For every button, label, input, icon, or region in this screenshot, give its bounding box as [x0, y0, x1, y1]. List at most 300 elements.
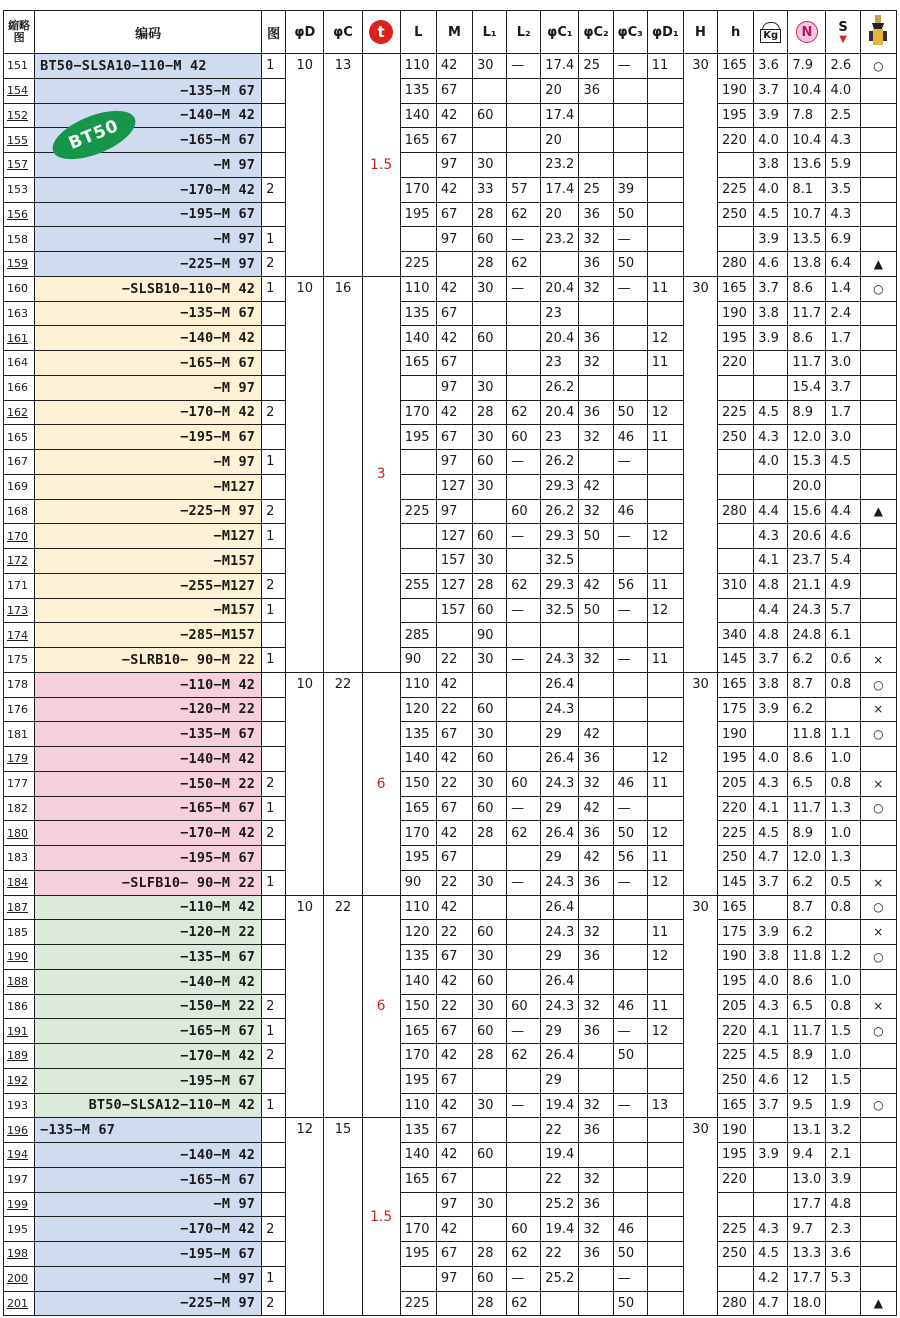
header-code: 编码 — [35, 11, 262, 54]
M-value: 67 — [436, 796, 472, 821]
C3-value — [613, 375, 647, 400]
row-index-label: 198 — [7, 1247, 28, 1261]
table-row — [4, 672, 897, 697]
N-value: 18.0 — [788, 1291, 826, 1316]
spec-table — [3, 10, 897, 1316]
L-value — [400, 549, 436, 574]
C3-value: — — [613, 276, 647, 301]
h-value — [718, 227, 754, 252]
M-value: 22 — [436, 870, 472, 895]
row-index — [4, 1068, 35, 1093]
L1-value: 30 — [473, 994, 507, 1019]
L2-value: — — [507, 1266, 541, 1291]
product-code: −195−M 67 — [35, 1242, 262, 1267]
product-code: −M127 — [35, 474, 262, 499]
availability-symbol — [860, 969, 896, 994]
C1-value: 22 — [541, 1118, 579, 1143]
L2-value — [507, 895, 541, 920]
availability-symbol: × — [860, 771, 896, 796]
D1-value: 12 — [647, 400, 683, 425]
M-value: 97 — [436, 450, 472, 475]
S-value: 1.5 — [826, 1068, 860, 1093]
h-value — [718, 549, 754, 574]
C2-value: 42 — [579, 796, 613, 821]
C3-value — [613, 1167, 647, 1192]
availability-symbol: ○ — [860, 672, 896, 697]
phiC-value: 16 — [324, 276, 362, 672]
header-t — [362, 11, 400, 54]
L2-value — [507, 623, 541, 648]
availability-symbol — [860, 1192, 896, 1217]
figure-number — [262, 375, 286, 400]
header-C2: φC₂ — [579, 11, 613, 54]
row-index — [4, 301, 35, 326]
L-value — [400, 474, 436, 499]
L1-value: 30 — [473, 1093, 507, 1118]
product-code: −M 97 — [35, 450, 262, 475]
row-index-label: 163 — [7, 306, 28, 320]
availability-symbol: ○ — [860, 796, 896, 821]
S-value: 5.3 — [826, 1266, 860, 1291]
N-value: 13.5 — [788, 227, 826, 252]
h-value: 250 — [718, 846, 754, 871]
row-index — [4, 920, 35, 945]
L2-value: — — [507, 1019, 541, 1044]
C3-value — [613, 945, 647, 970]
C1-value: 29 — [541, 722, 579, 747]
C1-value: 23 — [541, 301, 579, 326]
row-index — [4, 128, 35, 153]
N-value: 8.9 — [788, 1044, 826, 1069]
weight-value: 3.9 — [754, 326, 788, 351]
h-value: 280 — [718, 1291, 754, 1316]
table-row — [4, 623, 897, 648]
N-value: 8.7 — [788, 895, 826, 920]
row-index — [4, 648, 35, 673]
M-value: 67 — [436, 202, 472, 227]
h-value: 220 — [718, 351, 754, 376]
S-value: 2.3 — [826, 1217, 860, 1242]
C1-value: 20 — [541, 128, 579, 153]
S-value: 3.6 — [826, 1242, 860, 1267]
row-index-label: 169 — [7, 480, 28, 494]
h-value: 165 — [718, 276, 754, 301]
L-value: 135 — [400, 78, 436, 103]
S-value: 3.2 — [826, 1118, 860, 1143]
N-value: 13.6 — [788, 153, 826, 178]
C2-value: 36 — [579, 945, 613, 970]
S-value: 1.0 — [826, 747, 860, 772]
C3-value: — — [613, 870, 647, 895]
availability-symbol — [860, 78, 896, 103]
C3-value: 50 — [613, 1291, 647, 1316]
t-value: 1.5 — [362, 54, 400, 277]
figure-number — [262, 103, 286, 128]
figure-number: 1 — [262, 796, 286, 821]
table-row — [4, 524, 897, 549]
product-code: −SLSB10−110−M 42 — [35, 276, 262, 301]
S-value: 2.5 — [826, 103, 860, 128]
C2-value: 32 — [579, 499, 613, 524]
L1-value: 60 — [473, 747, 507, 772]
M-value: 42 — [436, 1143, 472, 1168]
L2-value — [507, 945, 541, 970]
table-row — [4, 1019, 897, 1044]
L1-value: 60 — [473, 1143, 507, 1168]
row-index-label: 155 — [7, 133, 28, 147]
table-row — [4, 450, 897, 475]
S-value: 6.1 — [826, 623, 860, 648]
row-index — [4, 351, 35, 376]
L1-value — [473, 351, 507, 376]
phiC-value: 22 — [324, 895, 362, 1118]
availability-symbol — [860, 128, 896, 153]
row-index — [4, 227, 35, 252]
D1-value — [647, 450, 683, 475]
L1-value: 28 — [473, 202, 507, 227]
row-index — [4, 697, 35, 722]
table-row — [4, 54, 897, 79]
row-index — [4, 796, 35, 821]
figure-number — [262, 623, 286, 648]
availability-symbol: ○ — [860, 54, 896, 79]
header-N — [788, 11, 826, 54]
header-L2: L₂ — [507, 11, 541, 54]
C3-value — [613, 153, 647, 178]
availability-symbol — [860, 425, 896, 450]
table-row — [4, 103, 897, 128]
S-value: 0.8 — [826, 771, 860, 796]
table-row — [4, 573, 897, 598]
C3-value: 50 — [613, 1242, 647, 1267]
L1-value: 28 — [473, 1291, 507, 1316]
C2-value — [579, 1291, 613, 1316]
row-index-label: 182 — [7, 801, 28, 815]
phiD-value: 10 — [286, 276, 324, 672]
availability-symbol: × — [860, 920, 896, 945]
h-value — [718, 1266, 754, 1291]
S-value: 1.0 — [826, 1044, 860, 1069]
L2-value: — — [507, 524, 541, 549]
L-value: 140 — [400, 1143, 436, 1168]
weight-value: 4.1 — [754, 549, 788, 574]
D1-value — [647, 227, 683, 252]
L1-value: 60 — [473, 796, 507, 821]
weight-value: 4.7 — [754, 846, 788, 871]
M-value: 67 — [436, 128, 472, 153]
C1-value: 29 — [541, 1068, 579, 1093]
D1-value — [647, 177, 683, 202]
figure-number: 2 — [262, 400, 286, 425]
weight-value: 4.3 — [754, 1217, 788, 1242]
figure-number — [262, 895, 286, 920]
product-code: −135−M 67 — [35, 78, 262, 103]
S-value — [826, 1291, 860, 1316]
C1-value: 29.3 — [541, 474, 579, 499]
C3-value: 46 — [613, 1217, 647, 1242]
weight-value: 3.7 — [754, 870, 788, 895]
D1-value — [647, 623, 683, 648]
L2-value: 60 — [507, 425, 541, 450]
M-value: 22 — [436, 771, 472, 796]
table-row — [4, 821, 897, 846]
weight-value: 3.6 — [754, 54, 788, 79]
S-value: 4.6 — [826, 524, 860, 549]
table-row — [4, 1167, 897, 1192]
D1-value: 11 — [647, 994, 683, 1019]
M-value: 22 — [436, 648, 472, 673]
figure-number — [262, 722, 286, 747]
row-index — [4, 1118, 35, 1143]
figure-number — [262, 153, 286, 178]
C2-value: 32 — [579, 1167, 613, 1192]
availability-symbol: ○ — [860, 945, 896, 970]
row-index — [4, 870, 35, 895]
row-index-label: 159 — [7, 257, 28, 271]
L1-value: 30 — [473, 375, 507, 400]
D1-value: 12 — [647, 747, 683, 772]
figure-number: 1 — [262, 1266, 286, 1291]
L-value: 225 — [400, 499, 436, 524]
S-value: 0.8 — [826, 672, 860, 697]
D1-value — [647, 202, 683, 227]
C3-value — [613, 672, 647, 697]
C2-value: 36 — [579, 78, 613, 103]
row-index-label: 166 — [7, 381, 28, 395]
N-value: 9.5 — [788, 1093, 826, 1118]
N-value: 12 — [788, 1068, 826, 1093]
bt50-badge: BT50 — [46, 101, 142, 169]
product-code: −110−M 42 — [35, 895, 262, 920]
N-value: 13.0 — [788, 1167, 826, 1192]
weight-value: 3.8 — [754, 945, 788, 970]
C1-value: 17.4 — [541, 177, 579, 202]
availability-symbol — [860, 375, 896, 400]
L-value: 135 — [400, 301, 436, 326]
L1-value: 30 — [473, 153, 507, 178]
header-phiD: φD — [286, 11, 324, 54]
product-code: −150−M 22 — [35, 994, 262, 1019]
row-index-label: 158 — [7, 232, 28, 246]
table-row — [4, 276, 897, 301]
L1-value: 30 — [473, 549, 507, 574]
L-value — [400, 1192, 436, 1217]
L-value: 150 — [400, 994, 436, 1019]
M-value: 127 — [436, 524, 472, 549]
D1-value — [647, 796, 683, 821]
C1-value: 24.3 — [541, 994, 579, 1019]
row-index — [4, 722, 35, 747]
weight-value: 3.8 — [754, 153, 788, 178]
C2-value: 32 — [579, 425, 613, 450]
row-index — [4, 103, 35, 128]
figure-number: 1 — [262, 1019, 286, 1044]
C2-value: 32 — [579, 1217, 613, 1242]
figure-number — [262, 351, 286, 376]
product-code: −195−M 67 — [35, 202, 262, 227]
M-value: 97 — [436, 1266, 472, 1291]
weight-value — [754, 895, 788, 920]
S-value: 4.5 — [826, 450, 860, 475]
C3-value — [613, 969, 647, 994]
weight-value: 3.7 — [754, 78, 788, 103]
D1-value: 12 — [647, 870, 683, 895]
h-value: 220 — [718, 128, 754, 153]
header-tool — [860, 11, 896, 54]
D1-value — [647, 499, 683, 524]
C3-value: — — [613, 54, 647, 79]
L1-value: 30 — [473, 474, 507, 499]
C2-value: 36 — [579, 1019, 613, 1044]
product-code: −170−M 42 — [35, 821, 262, 846]
M-value: 97 — [436, 375, 472, 400]
N-value: 6.5 — [788, 994, 826, 1019]
D1-value: 11 — [647, 573, 683, 598]
table-row — [4, 153, 897, 178]
C3-value: 56 — [613, 573, 647, 598]
availability-symbol: × — [860, 870, 896, 895]
row-index — [4, 771, 35, 796]
row-index-label: 197 — [7, 1173, 28, 1187]
N-value: 10.4 — [788, 78, 826, 103]
M-value: 67 — [436, 846, 472, 871]
L-value: 140 — [400, 326, 436, 351]
figure-number: 1 — [262, 598, 286, 623]
table-row — [4, 375, 897, 400]
product-code: −140−M 42 — [35, 747, 262, 772]
L1-value: 60 — [473, 326, 507, 351]
D1-value — [647, 301, 683, 326]
C3-value: — — [613, 1093, 647, 1118]
row-index — [4, 450, 35, 475]
table-row — [4, 1217, 897, 1242]
product-code: −150−M 22 — [35, 771, 262, 796]
L-value — [400, 524, 436, 549]
L1-value: 60 — [473, 103, 507, 128]
table-row — [4, 202, 897, 227]
C2-value: 32 — [579, 276, 613, 301]
L-value: 165 — [400, 796, 436, 821]
D1-value — [647, 1242, 683, 1267]
L-value: 170 — [400, 177, 436, 202]
table-row — [4, 1044, 897, 1069]
D1-value: 11 — [647, 54, 683, 79]
L2-value — [507, 969, 541, 994]
h-value: 220 — [718, 1019, 754, 1044]
availability-symbol — [860, 1068, 896, 1093]
N-value: 8.6 — [788, 969, 826, 994]
L2-value: — — [507, 276, 541, 301]
C2-value: 25 — [579, 54, 613, 79]
weight-value: 3.9 — [754, 1143, 788, 1168]
row-index — [4, 1143, 35, 1168]
H-value: 30 — [683, 1118, 717, 1316]
row-index-label: 194 — [7, 1148, 28, 1162]
C3-value — [613, 895, 647, 920]
row-index-label: 172 — [7, 554, 28, 568]
row-index — [4, 499, 35, 524]
down-arrow-icon: ▼ — [839, 33, 847, 45]
header-H: H — [683, 11, 717, 54]
table-row — [4, 994, 897, 1019]
product-code: −225−M 97 — [35, 499, 262, 524]
C3-value: — — [613, 1266, 647, 1291]
table-row — [4, 648, 897, 673]
C3-value — [613, 351, 647, 376]
L1-value: 28 — [473, 573, 507, 598]
row-index — [4, 1044, 35, 1069]
header-abbr-fig: 縮略 图 — [4, 11, 35, 54]
weight-value: 4.3 — [754, 994, 788, 1019]
row-index — [4, 846, 35, 871]
h-value: 190 — [718, 78, 754, 103]
header-L1: L₁ — [473, 11, 507, 54]
C2-value — [579, 153, 613, 178]
table-row — [4, 697, 897, 722]
phiD-value: 10 — [286, 895, 324, 1118]
L1-value: 60 — [473, 1019, 507, 1044]
table-row — [4, 1266, 897, 1291]
h-value — [718, 524, 754, 549]
row-index-label: 195 — [7, 1222, 28, 1236]
phiD-value: 12 — [286, 1118, 324, 1316]
h-value: 250 — [718, 202, 754, 227]
L2-value: 62 — [507, 202, 541, 227]
L2-value: — — [507, 870, 541, 895]
L2-value: — — [507, 648, 541, 673]
S-value: 1.5 — [826, 1019, 860, 1044]
C1-value: 32.5 — [541, 598, 579, 623]
figure-number — [262, 1068, 286, 1093]
C3-value: — — [613, 1019, 647, 1044]
N-value: 11.7 — [788, 301, 826, 326]
N-value: 10.4 — [788, 128, 826, 153]
t-value: 6 — [362, 672, 400, 895]
availability-symbol — [860, 623, 896, 648]
weight-value: 4.0 — [754, 177, 788, 202]
row-index-label: 174 — [7, 628, 28, 642]
C2-value: 32 — [579, 920, 613, 945]
h-value: 220 — [718, 1167, 754, 1192]
row-index — [4, 1093, 35, 1118]
M-value: 67 — [436, 1167, 472, 1192]
C2-value: 32 — [579, 648, 613, 673]
D1-value: 12 — [647, 821, 683, 846]
weight-value: 3.7 — [754, 276, 788, 301]
C1-value: 29 — [541, 846, 579, 871]
row-index — [4, 1167, 35, 1192]
product-code: −110−M 42 — [35, 672, 262, 697]
D1-value: 11 — [647, 425, 683, 450]
figure-number: 2 — [262, 573, 286, 598]
figure-number — [262, 747, 286, 772]
row-index — [4, 400, 35, 425]
N-value: 8.6 — [788, 326, 826, 351]
table-row — [4, 598, 897, 623]
h-value: 195 — [718, 1143, 754, 1168]
N-value: 13.1 — [788, 1118, 826, 1143]
M-value: 22 — [436, 994, 472, 1019]
row-index-label: 156 — [7, 207, 28, 221]
product-code: −195−M 67 — [35, 846, 262, 871]
figure-number — [262, 326, 286, 351]
weight-value: 3.9 — [754, 697, 788, 722]
C1-value: 19.4 — [541, 1217, 579, 1242]
H-value: 30 — [683, 895, 717, 1118]
C3-value — [613, 474, 647, 499]
N-value: 13.8 — [788, 252, 826, 277]
table-row — [4, 351, 897, 376]
